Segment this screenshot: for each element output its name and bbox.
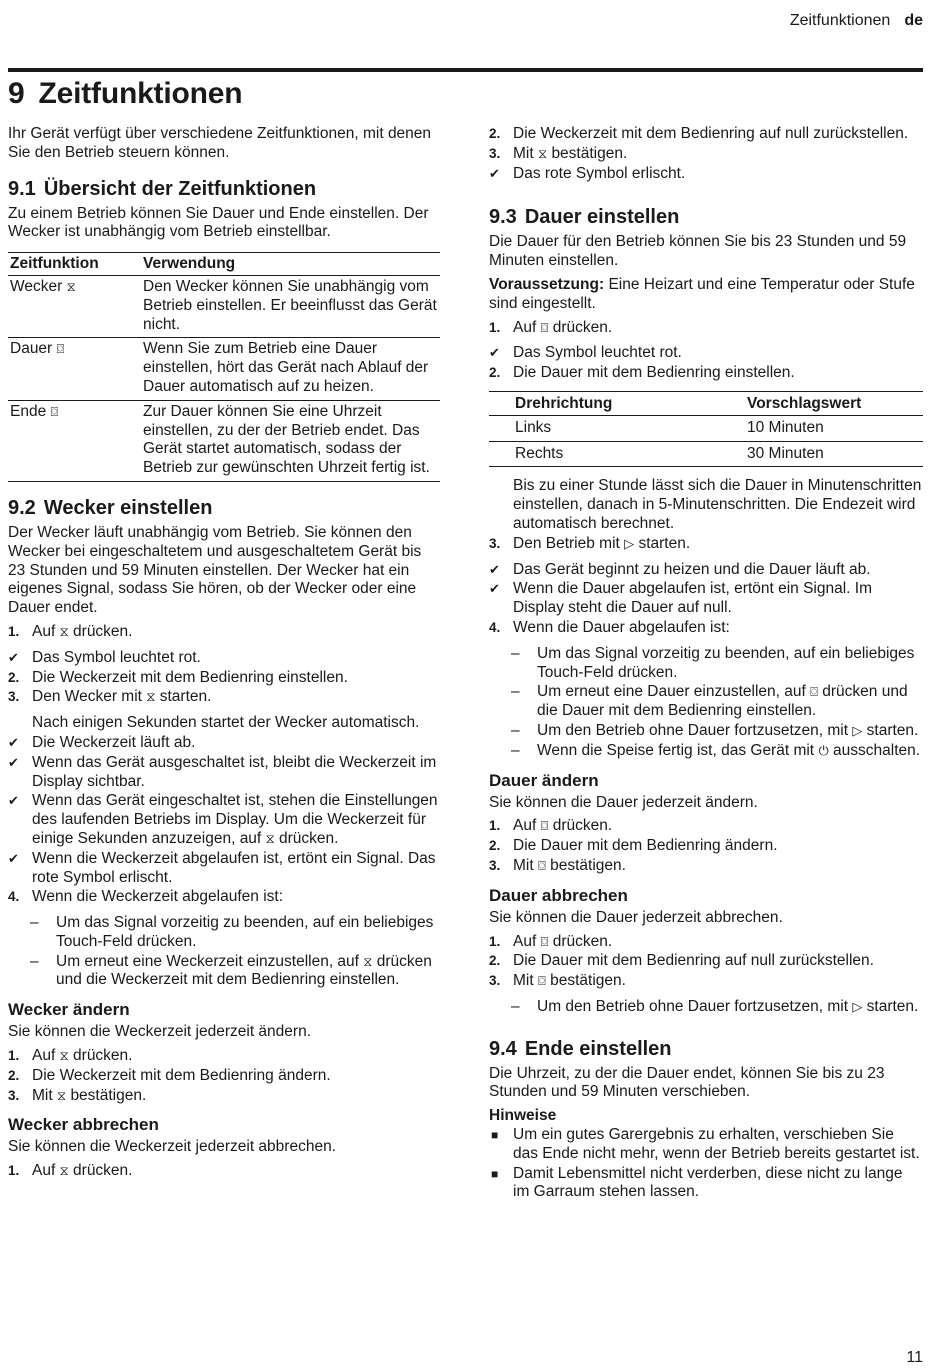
duration-icon: ⌼ [537,973,546,989]
right-column [489,125,923,1203]
dauer-abbrechen-heading: Dauer abbrechen [489,885,628,905]
function-name: Dauer [10,340,53,358]
step-text: Auf [513,318,537,336]
step-note: Nach einigen Sekunden startet der Wecker automatisch. [32,714,420,732]
chapter-number: 9 [8,77,25,110]
step-number: 2. [489,365,501,381]
result-text: Das Symbol leuchtet rot. [32,648,201,666]
step [489,972,923,991]
step [489,364,923,383]
power-icon: ⏻ [818,742,829,758]
step [489,125,923,144]
dash-icon: – [511,683,520,701]
dash-icon: – [30,914,39,932]
section-9-3-text: Die Dauer für den Betrieb können Sie bis 23 Stunden und 59 Minuten einstellen. [489,233,907,270]
function-name: Wecker [10,277,63,295]
table-cell: Zur Dauer können Sie eine Uhrzeit einstellen, zu der der Betrieb endet. Das Gerät startet automatisch, sodass der Betrieb zur gewünschten Uhrzeit fertig ist. [141,400,440,481]
result-text: Wenn das Gerät eingeschaltet ist, stehen die Einstellungen des laufenden Betriebs im Display. Um die Weckerzeit für einige Sekunden anzuzeigen, auf [32,792,438,847]
result [489,165,923,184]
section-9-4-heading [489,1037,923,1061]
duration-icon: ⌼ [540,818,549,834]
step [8,1162,440,1181]
section-title: Übersicht der Zeitfunktionen [43,177,317,200]
step-text: drücken. [73,622,133,640]
step [489,817,923,836]
table-cell [8,400,141,481]
step-text: Auf [32,1162,56,1180]
step [489,535,923,554]
step-text: Auf [32,1047,56,1065]
step-text: drücken. [73,1047,133,1065]
table-header-row [8,253,440,276]
dash-icon: – [511,644,520,662]
section-9-2-text: Der Wecker läuft unabhängig vom Betrieb. Sie können den Wecker bei eingeschaltetem und ausgeschaltetem Gerät bis 23 Stunden und 59 Minuten einstellen. Der Wecker hat ein eigenes Signal, sodass Sie hören, ob der Wecker oder eine Dauer endet. [8,523,422,617]
precondition [489,276,923,314]
sub-item-text: Um erneut eine Weckerzeit einzustellen, auf [56,952,359,970]
step-text: bestätigen. [550,972,626,990]
left-column [8,125,440,1182]
table-cell: Den Wecker können Sie unabhängig vom Betrieb einstellen. Er beeinflusst das Gerät nicht. [141,275,440,337]
step-number: 1. [489,818,501,834]
sub-item-text: Um den Betrieb ohne Dauer fortzusetzen, mit [537,721,849,739]
dash-icon: – [511,741,520,759]
hint-item [489,1126,923,1164]
duration-icon: ⌼ [540,319,549,335]
step-text: Die Dauer mit dem Bedienring ändern. [513,837,778,855]
sub-item [8,914,440,952]
start-icon: ▷ [624,535,635,551]
section-9-3-heading [489,205,923,229]
hourglass-icon: ⧖ [146,689,156,705]
duration-icon: ⌼ [540,933,549,949]
hourglass-icon: ⧖ [59,1163,69,1179]
sub-item-text: Um das Signal vorzeitig zu beenden, auf ein beliebiges Touch-Feld drücken. [56,914,434,950]
step-number: 1. [8,623,20,639]
result [8,754,440,792]
step-text: drücken. [552,817,613,835]
check-icon: ✔ [489,165,500,181]
step-text: Die Weckerzeit mit dem Bedienring ändern. [32,1066,331,1084]
table-header: Vorschlagswert [721,391,923,415]
step-note: Bis zu einer Stunde lässt sich die Dauer in Minutenschritten einstellen, danach in 5-Minutenschritten. Die Endezeit wird automatisch berechnet. [513,477,922,532]
page-header [790,12,923,31]
step-number: 1. [8,1163,20,1179]
sub-item-text: drücken und die Dauer mit dem Bedienring einstellen. [537,683,908,720]
section-number: 9.4 [489,1037,517,1060]
wecker-abbrechen-heading: Wecker abbrechen [8,1115,159,1135]
section-9-2-heading [8,496,440,520]
table-cell: 10 Minuten [721,415,923,441]
hourglass-icon: ⧖ [59,1048,69,1064]
result [489,344,923,363]
square-bullet-icon: ■ [491,1166,499,1181]
step-text: bestätigen. [551,144,628,162]
step [489,837,923,856]
section-9-4-text: Die Uhrzeit, zu der die Dauer endet, können Sie bis zu 23 Stunden und 59 Minuten verschieben. [489,1064,885,1101]
sub-item [489,722,923,741]
sub-item [489,645,923,683]
dash-icon: – [511,721,520,739]
intro-text: Ihr Gerät verfügt über verschiedene Zeitfunktionen, mit denen Sie den Betrieb steuern können. [8,125,432,161]
result [8,792,440,848]
rotation-table [489,391,923,467]
step-text: starten. [159,688,212,706]
dauer-aendern-heading: Dauer ändern [489,770,599,790]
hourglass-icon: ⧖ [363,953,373,969]
dauer-abbrechen-text: Sie können die Dauer jederzeit abbrechen. [489,908,783,926]
duration-icon: ⌼ [56,341,65,357]
section-number: 9.1 [8,177,36,200]
table-row [8,400,440,481]
section-number: 9.3 [489,206,517,229]
sub-item-text: Wenn die Speise fertig ist, das Gerät mit [537,741,815,759]
step-number: 3. [8,1087,20,1103]
chapter-title [8,74,242,114]
header-language: de [904,12,923,29]
step-number: 3. [8,689,20,705]
result [489,580,923,618]
duration-icon: ⌼ [50,403,59,419]
step-text: Mit [513,144,534,162]
step-text: Auf [513,817,537,835]
step [489,319,923,338]
step-text: Mit [513,972,534,990]
step-text: Mit [513,856,534,874]
check-icon: ✔ [8,754,19,770]
sub-item-text: starten. [866,721,919,739]
step-text: Wenn die Weckerzeit abgelaufen ist: [32,888,284,906]
check-icon: ✔ [489,561,500,577]
result-text: Wenn die Dauer abgelaufen ist, ertönt ein Signal. Im Display steht die Dauer auf null. [513,580,873,617]
sub-item [489,683,923,721]
step-text: Die Weckerzeit mit dem Bedienring auf null zurückstellen. [513,125,909,142]
result [8,649,440,668]
check-icon: ✔ [489,581,500,597]
table-cell: 30 Minuten [721,441,923,467]
step [489,619,923,638]
result-text: Wenn das Gerät ausgeschaltet ist, bleibt die Weckerzeit im Display sichtbar. [32,753,437,790]
wecker-aendern-text: Sie können die Weckerzeit jederzeit ändern. [8,1023,311,1041]
result-text: Die Weckerzeit läuft ab. [32,733,196,751]
hourglass-icon: ⧖ [66,278,76,294]
result-text: Wenn die Weckerzeit abgelaufen ist, ertönt ein Signal. Das rote Symbol erlischt. [32,849,436,886]
step-number: 2. [489,953,501,969]
dauer-aendern-text: Sie können die Dauer jederzeit ändern. [489,793,758,811]
table-row [489,441,923,467]
step-number: 3. [489,857,501,873]
sub-item-text: Um den Betrieb ohne Dauer fortzusetzen, mit [537,997,849,1015]
section-9-1-text: Zu einem Betrieb können Sie Dauer und Ende einstellen. Der Wecker ist unabhängig vom Betrieb einstellbar. [8,204,429,241]
section-number: 9.2 [8,496,36,519]
wecker-aendern-heading: Wecker ändern [8,1000,130,1020]
step [489,145,923,164]
function-name: Ende [10,402,47,420]
step-text: bestätigen. [550,856,626,874]
step [8,623,440,642]
sub-item [489,742,923,761]
step-text: Die Dauer mit dem Bedienring auf null zurückstellen. [513,952,874,970]
step [8,1067,440,1086]
step-number: 1. [8,1048,20,1064]
table-cell: Links [489,415,721,441]
square-bullet-icon: ■ [491,1128,499,1143]
section-title: Wecker einstellen [43,496,213,519]
table-cell: Wenn Sie zum Betrieb eine Dauer einstellen, hört das Gerät nach Ablauf der Dauer automatisch auf zu heizen. [141,338,440,400]
sub-item-text: Um erneut eine Dauer einzustellen, auf [537,683,806,701]
check-icon: ✔ [8,734,19,750]
step [489,857,923,876]
sub-item-text: starten. [866,997,919,1015]
hourglass-icon: ⧖ [265,830,275,846]
section-title: Ende einstellen [524,1037,672,1060]
step-text: bestätigen. [70,1086,147,1104]
sub-item-text: ausschalten. [833,741,921,759]
step-text: Wenn die Dauer abgelaufen ist: [513,618,730,636]
result [8,850,440,888]
page-number: 11 [906,1349,923,1366]
step [8,1047,440,1066]
check-icon: ✔ [8,649,19,665]
hourglass-icon: ⧖ [537,145,548,161]
step [489,952,923,971]
table-row [489,415,923,441]
hint-text: Damit Lebensmittel nicht verderben, diese nicht zu lange im Garraum stehen lassen. [513,1164,903,1201]
step [8,669,440,688]
step-number: 4. [8,889,20,905]
step [8,1087,440,1106]
duration-icon: ⌼ [810,684,818,700]
section-9-1-heading [8,177,440,201]
result [489,561,923,580]
check-icon: ✔ [8,793,19,809]
step-number: 1. [489,933,501,949]
chapter-title-text: Zeitfunktionen [38,77,243,110]
step-text: Die Weckerzeit mit dem Bedienring einstellen. [32,668,348,686]
step [8,888,440,907]
step-number: 2. [489,126,501,141]
result-text: Das Gerät beginnt zu heizen und die Dauer läuft ab. [513,560,871,578]
hint-text: Um ein gutes Garergebnis zu erhalten, verschieben Sie das Ende nicht mehr, wenn der Betrieb bereits gestartet ist. [513,1126,920,1162]
sub-item [489,998,923,1017]
step-number: 2. [489,838,501,854]
table-header-row [489,391,923,415]
precondition-text: Eine Heizart und eine Temperatur oder Stufe sind eingestellt. [489,275,915,312]
time-functions-table [8,252,440,482]
table-row [8,275,440,337]
hourglass-icon: ⧖ [59,623,69,639]
step [489,933,923,952]
table-cell: Rechts [489,441,721,467]
section-title: Dauer einstellen [524,206,680,229]
step-text: Auf [32,622,56,640]
start-icon: ▷ [852,722,863,738]
table-cell [8,275,141,337]
step-text: drücken. [73,1162,133,1180]
sub-item [8,953,440,991]
start-icon: ▷ [852,998,863,1014]
hourglass-icon: ⧖ [56,1087,67,1103]
duration-icon: ⌼ [537,857,546,873]
step-number: 3. [489,535,501,551]
step-text: drücken. [552,318,613,336]
result-text: drücken. [279,829,339,847]
step-number: 4. [489,619,501,635]
header-section: Zeitfunktionen [789,12,891,29]
precondition-label: Voraussetzung: [489,275,605,293]
step-text: Den Wecker mit [32,688,142,706]
step-number: 2. [8,1067,20,1083]
sub-item-text: Um das Signal vorzeitig zu beenden, auf ein beliebiges Touch-Feld drücken. [537,644,915,681]
check-icon: ✔ [489,345,500,361]
step-text: Mit [32,1086,53,1104]
step-text: Auf [513,932,537,950]
table-header: Verwendung [141,253,440,276]
result [8,734,440,753]
step-text: Die Dauer mit dem Bedienring einstellen. [513,364,795,382]
check-icon: ✔ [8,850,19,866]
step-number: 3. [489,973,501,989]
result-text: Das rote Symbol erlischt. [513,164,686,182]
dash-icon: – [30,952,39,970]
step-number: 2. [8,669,20,685]
result-text: Das Symbol leuchtet rot. [513,344,682,362]
step-number: 3. [489,145,501,161]
table-row [8,338,440,400]
wecker-abbrechen-text: Sie können die Weckerzeit jederzeit abbrechen. [8,1138,336,1156]
header-rule [8,68,923,72]
step [8,688,440,707]
dash-icon: – [511,997,520,1015]
step-number: 1. [489,319,501,335]
step-text: starten. [638,534,691,552]
step-text: drücken. [552,932,613,950]
table-cell [8,338,141,400]
sub-item-text: drücken und die Weckerzeit mit dem Bedienring einstellen. [56,952,432,989]
step-text: Den Betrieb mit [513,534,620,552]
hint-item [489,1165,923,1203]
table-header: Drehrichtung [489,391,721,415]
hints-heading: Hinweise [489,1107,557,1125]
table-header: Zeitfunktion [8,253,141,276]
